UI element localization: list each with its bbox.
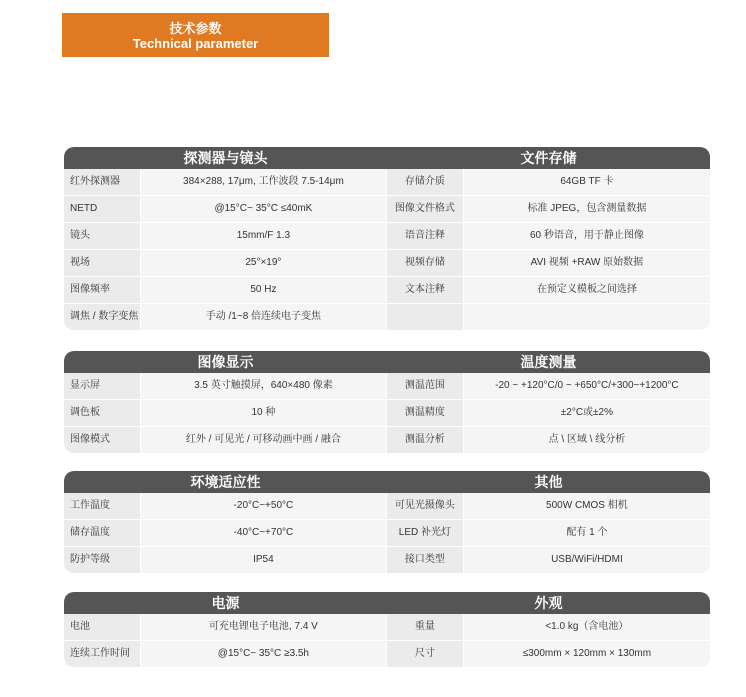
table-row xyxy=(64,400,710,427)
param-label-left: 显示屏 xyxy=(70,380,100,391)
param-value-right: 配有 1 个 xyxy=(463,520,710,546)
section-header xyxy=(64,351,710,373)
param-label-left: 电池 xyxy=(70,621,90,632)
param-value-right: 500W CMOS 相机 xyxy=(463,493,710,519)
param-label-left: 防护等级 xyxy=(70,554,110,565)
table-row xyxy=(64,427,710,453)
param-label-right: 存储介质 xyxy=(386,169,463,195)
spec-section xyxy=(64,592,710,667)
spec-section xyxy=(64,351,710,453)
param-label-right: 重量 xyxy=(386,614,463,640)
param-value-left: 384×288, 17μm, 工作波段 7.5-14μm xyxy=(140,169,386,195)
param-value-left: 25°×19° xyxy=(140,250,386,276)
param-label-left: 镜头 xyxy=(70,230,90,241)
param-value-left: -40°C~+70°C xyxy=(140,520,386,546)
spec-section xyxy=(64,147,710,330)
spec-section xyxy=(64,471,710,573)
param-value-right: ≤300mm × 120mm × 130mm xyxy=(463,641,710,667)
param-label-right: 测温范围 xyxy=(386,373,463,399)
param-value-left: -20°C~+50°C xyxy=(140,493,386,519)
table-row xyxy=(64,614,710,641)
param-label-right: 视频存储 xyxy=(386,250,463,276)
param-label-right: 可见光摄像头 xyxy=(386,493,463,519)
section-header-right: 文件存储 xyxy=(520,150,577,166)
param-label-left: NETD xyxy=(70,203,98,214)
param-value-right: 60 秒语音，用于静止图像 xyxy=(463,223,710,249)
section-table xyxy=(64,373,710,453)
section-header-right: 温度测量 xyxy=(520,354,577,370)
banner-title-en: Technical parameter xyxy=(132,36,259,51)
table-row xyxy=(64,547,710,573)
param-value-right: AVI 视频 +RAW 原始数据 xyxy=(463,250,710,276)
section-header-left: 电源 xyxy=(211,595,240,611)
param-value-right: 在预定义模板之间选择 xyxy=(463,277,710,303)
table-row xyxy=(64,641,710,667)
param-value-left: 50 Hz xyxy=(140,277,386,303)
table-row xyxy=(64,520,710,547)
param-label-right: 测温分析 xyxy=(386,427,463,453)
section-table xyxy=(64,614,710,667)
table-row xyxy=(64,196,710,223)
table-row xyxy=(64,223,710,250)
param-value-right: 64GB TF 卡 xyxy=(463,169,710,195)
param-label-left: 红外探测器 xyxy=(70,176,120,187)
table-row xyxy=(64,304,710,330)
param-value-right: -20 ~ +120°C/0 ~ +650°C/+300~+1200°C xyxy=(463,373,710,399)
param-value-left: @15°C~ 35°C ≥3.5h xyxy=(140,641,386,667)
param-value-left: 10 种 xyxy=(140,400,386,426)
banner-title-zh: 技术参数 xyxy=(169,21,222,36)
param-label-left: 图像模式 xyxy=(70,434,110,445)
section-header-left: 图像显示 xyxy=(197,354,254,370)
param-value-left: 红外 / 可见光 / 可移动画中画 / 融合 xyxy=(140,427,386,453)
param-label-right: 测温精度 xyxy=(386,400,463,426)
param-label-left: 视场 xyxy=(70,257,90,268)
param-label-right: LED 补光灯 xyxy=(386,520,463,546)
section-table xyxy=(64,493,710,573)
param-label-right: 接口类型 xyxy=(386,547,463,573)
param-value-right: <1.0 kg（含电池） xyxy=(463,614,710,640)
param-value-right: 点 \ 区域 \ 线分析 xyxy=(463,427,710,453)
section-header-left: 环境适应性 xyxy=(190,474,261,490)
table-row xyxy=(64,277,710,304)
param-value-left: IP54 xyxy=(140,547,386,573)
param-value-left: @15°C~ 35°C ≤40mK xyxy=(140,196,386,222)
param-label-left: 储存温度 xyxy=(70,527,110,538)
param-value-left: 可充电锂电子电池, 7.4 V xyxy=(140,614,386,640)
param-label-right xyxy=(386,304,463,330)
param-value-right: USB/WiFi/HDMI xyxy=(463,547,710,573)
param-label-right: 语音注释 xyxy=(386,223,463,249)
param-value-left: 手动 /1~8 倍连续电子变焦 xyxy=(140,304,386,330)
param-value-right xyxy=(463,304,710,330)
section-header-left: 探测器与镜头 xyxy=(183,150,268,166)
param-label-right: 图像文件格式 xyxy=(386,196,463,222)
param-label-left: 调焦 / 数字变焦 xyxy=(70,311,139,322)
param-label-right: 尺寸 xyxy=(386,641,463,667)
title-banner xyxy=(62,13,329,57)
param-label-right: 文本注释 xyxy=(386,277,463,303)
param-label-left: 连续工作时间 xyxy=(70,648,130,659)
param-label-left: 工作温度 xyxy=(70,500,110,511)
section-header xyxy=(64,592,710,614)
table-row xyxy=(64,373,710,400)
param-value-left: 15mm/F 1.3 xyxy=(140,223,386,249)
section-table xyxy=(64,169,710,330)
section-header xyxy=(64,147,710,169)
section-header-right: 其他 xyxy=(534,474,563,490)
table-row xyxy=(64,493,710,520)
table-row xyxy=(64,250,710,277)
table-row xyxy=(64,169,710,196)
param-label-left: 调色板 xyxy=(70,407,100,418)
param-label-left: 图像频率 xyxy=(70,284,110,295)
section-header-right: 外观 xyxy=(534,595,563,611)
param-value-right: 标准 JPEG，包含测量数据 xyxy=(463,196,710,222)
section-header xyxy=(64,471,710,493)
param-value-left: 3.5 英寸触摸屏，640×480 像素 xyxy=(140,373,386,399)
param-value-right: ±2°C或±2% xyxy=(463,400,710,426)
